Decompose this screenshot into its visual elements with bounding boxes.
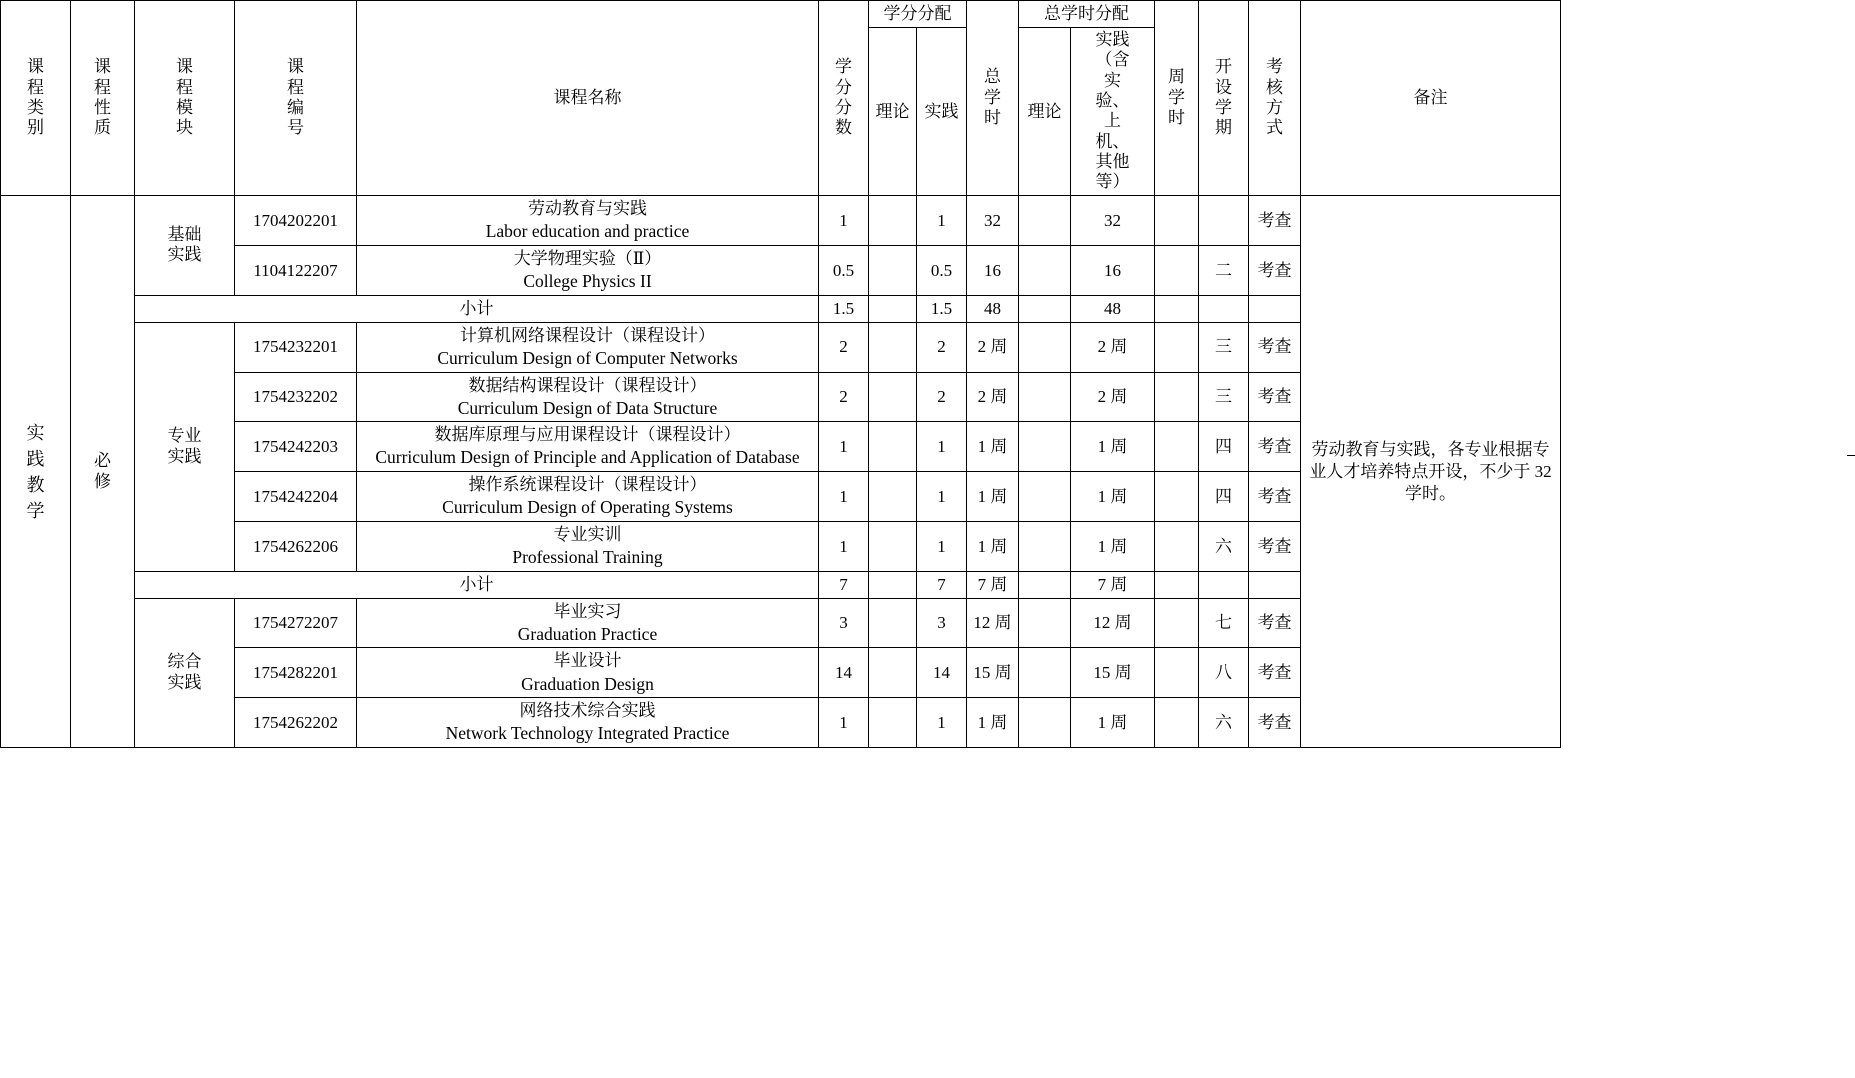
cell-subtotal-label: 小计 — [135, 571, 819, 598]
cell-assessment: 考查 — [1249, 698, 1301, 748]
cell-credit-practice: 1 — [917, 196, 967, 246]
cell-weekly-hours — [1155, 372, 1199, 422]
cell-assessment — [1249, 295, 1301, 322]
cell-course-name: 网络技术综合实践 Network Technology Integrated Practice — [357, 698, 819, 748]
cell-course-code: 1754232202 — [235, 372, 357, 422]
cell-total-hours: 1 周 — [967, 522, 1019, 572]
cell-hours-theory — [1019, 698, 1071, 748]
cell-credit-practice: 14 — [917, 648, 967, 698]
cell-hours-practice: 48 — [1071, 295, 1155, 322]
header-hours-theory: 理论 — [1019, 27, 1071, 195]
header-credits: 学分分数 — [819, 1, 869, 196]
cell-remark: 劳动教育与实践，各专业根据专业人才培养特点开设，不少于 32 学时。 — [1301, 196, 1561, 748]
cell-assessment: 考查 — [1249, 246, 1301, 296]
cell-total-hours: 1 周 — [967, 472, 1019, 522]
cell-credits: 1 — [819, 196, 869, 246]
cell-weekly-hours — [1155, 522, 1199, 572]
cell-credits: 2 — [819, 322, 869, 372]
header-credit-theory: 理论 — [869, 27, 917, 195]
cell-total-hours: 32 — [967, 196, 1019, 246]
cell-credits: 1.5 — [819, 295, 869, 322]
cell-credit-theory — [869, 472, 917, 522]
cell-weekly-hours — [1155, 472, 1199, 522]
cell-credit-theory — [869, 422, 917, 472]
cell-course-code: 1754262206 — [235, 522, 357, 572]
cell-credit-theory — [869, 571, 917, 598]
cell-credit-theory — [869, 322, 917, 372]
cell-credit-theory — [869, 522, 917, 572]
header-weekly-hours: 周学时 — [1155, 1, 1199, 196]
cell-hours-practice: 1 周 — [1071, 522, 1155, 572]
cell-nature: 必修 — [71, 196, 135, 748]
cell-assessment: 考查 — [1249, 422, 1301, 472]
cell-weekly-hours — [1155, 648, 1199, 698]
cell-weekly-hours — [1155, 196, 1199, 246]
cell-weekly-hours — [1155, 246, 1199, 296]
cell-credit-practice: 1.5 — [917, 295, 967, 322]
cell-weekly-hours — [1155, 598, 1199, 648]
cell-course-name: 计算机网络课程设计（课程设计） Curriculum Design of Computer Networks — [357, 322, 819, 372]
cell-hours-practice: 2 周 — [1071, 372, 1155, 422]
cell-credits: 0.5 — [819, 246, 869, 296]
cell-term: 四 — [1199, 472, 1249, 522]
table-body — [1, 196, 1561, 748]
header-hours-practice: 实践（含实验、上机、其他等） — [1071, 27, 1155, 195]
cell-assessment: 考查 — [1249, 196, 1301, 246]
header-credit-practice: 实践 — [917, 27, 967, 195]
cell-hours-practice: 16 — [1071, 246, 1155, 296]
cell-course-code: 1704202201 — [235, 196, 357, 246]
cell-term: 八 — [1199, 648, 1249, 698]
cell-total-hours: 12 周 — [967, 598, 1019, 648]
header-total-hours: 总学时 — [967, 1, 1019, 196]
cell-hours-practice: 15 周 — [1071, 648, 1155, 698]
cell-credit-practice: 0.5 — [917, 246, 967, 296]
cell-assessment: 考查 — [1249, 372, 1301, 422]
cell-credits: 1 — [819, 698, 869, 748]
header-nature: 课程性质 — [71, 1, 135, 196]
cell-total-hours: 16 — [967, 246, 1019, 296]
header-hours-allocation-group: 总学时分配 — [1019, 1, 1155, 28]
page-edge-mark — [1847, 455, 1855, 456]
cell-credit-practice: 7 — [917, 571, 967, 598]
cell-course-code: 1754232201 — [235, 322, 357, 372]
cell-total-hours: 2 周 — [967, 322, 1019, 372]
cell-weekly-hours — [1155, 322, 1199, 372]
header-credit-allocation-group: 学分分配 — [869, 1, 967, 28]
cell-category: 实践教学 — [1, 196, 71, 748]
cell-course-code: 1754272207 — [235, 598, 357, 648]
cell-credits: 1 — [819, 522, 869, 572]
cell-total-hours: 7 周 — [967, 571, 1019, 598]
header-remark: 备注 — [1301, 1, 1561, 196]
cell-credit-practice: 1 — [917, 422, 967, 472]
cell-credit-theory — [869, 372, 917, 422]
cell-assessment: 考查 — [1249, 522, 1301, 572]
cell-credits: 7 — [819, 571, 869, 598]
cell-course-name: 毕业设计 Graduation Design — [357, 648, 819, 698]
cell-hours-practice: 1 周 — [1071, 472, 1155, 522]
cell-hours-theory — [1019, 571, 1071, 598]
cell-course-name: 操作系统课程设计（课程设计） Curriculum Design of Operating Systems — [357, 472, 819, 522]
cell-course-name: 专业实训 Professional Training — [357, 522, 819, 572]
cell-assessment: 考查 — [1249, 322, 1301, 372]
header-module: 课程模块 — [135, 1, 235, 196]
table-row — [1, 196, 1561, 246]
cell-credits: 14 — [819, 648, 869, 698]
cell-assessment: 考查 — [1249, 648, 1301, 698]
cell-credits: 3 — [819, 598, 869, 648]
cell-hours-practice: 32 — [1071, 196, 1155, 246]
cell-total-hours: 2 周 — [967, 372, 1019, 422]
cell-course-name: 数据结构课程设计（课程设计） Curriculum Design of Data Structure — [357, 372, 819, 422]
cell-course-name: 毕业实习 Graduation Practice — [357, 598, 819, 648]
cell-hours-theory — [1019, 322, 1071, 372]
cell-hours-theory — [1019, 598, 1071, 648]
cell-course-code: 1104122207 — [235, 246, 357, 296]
cell-course-code: 1754242203 — [235, 422, 357, 472]
cell-term: 三 — [1199, 372, 1249, 422]
cell-credit-practice: 1 — [917, 522, 967, 572]
cell-module-professional: 专业实践 — [135, 322, 235, 571]
cell-weekly-hours — [1155, 422, 1199, 472]
cell-assessment: 考查 — [1249, 472, 1301, 522]
cell-credit-theory — [869, 246, 917, 296]
cell-course-code: 1754242204 — [235, 472, 357, 522]
cell-credit-theory — [869, 598, 917, 648]
cell-total-hours: 15 周 — [967, 648, 1019, 698]
cell-course-name: 劳动教育与实践 Labor education and practice — [357, 196, 819, 246]
cell-hours-practice: 7 周 — [1071, 571, 1155, 598]
cell-term: 三 — [1199, 322, 1249, 372]
cell-credit-theory — [869, 648, 917, 698]
header-assessment: 考核方式 — [1249, 1, 1301, 196]
cell-term: 四 — [1199, 422, 1249, 472]
cell-hours-practice: 12 周 — [1071, 598, 1155, 648]
cell-hours-theory — [1019, 648, 1071, 698]
cell-course-code: 1754282201 — [235, 648, 357, 698]
cell-term: 二 — [1199, 246, 1249, 296]
cell-term — [1199, 196, 1249, 246]
cell-credit-practice: 1 — [917, 472, 967, 522]
header-course-name: 课程名称 — [357, 1, 819, 196]
cell-hours-theory — [1019, 196, 1071, 246]
cell-term — [1199, 571, 1249, 598]
cell-total-hours: 48 — [967, 295, 1019, 322]
cell-assessment — [1249, 571, 1301, 598]
cell-course-name: 大学物理实验（Ⅱ） College Physics II — [357, 246, 819, 296]
cell-hours-theory — [1019, 372, 1071, 422]
cell-term: 七 — [1199, 598, 1249, 648]
cell-module-comprehensive: 综合实践 — [135, 598, 235, 748]
header-code: 课程编号 — [235, 1, 357, 196]
cell-credits: 1 — [819, 472, 869, 522]
cell-credit-practice: 3 — [917, 598, 967, 648]
cell-course-code: 1754262202 — [235, 698, 357, 748]
cell-term: 六 — [1199, 698, 1249, 748]
cell-hours-theory — [1019, 472, 1071, 522]
cell-hours-practice: 1 周 — [1071, 422, 1155, 472]
cell-credit-theory — [869, 295, 917, 322]
cell-hours-practice: 1 周 — [1071, 698, 1155, 748]
cell-weekly-hours — [1155, 698, 1199, 748]
cell-subtotal-label: 小计 — [135, 295, 819, 322]
cell-credit-practice: 2 — [917, 322, 967, 372]
cell-credit-practice: 2 — [917, 372, 967, 422]
cell-module-basic: 基础实践 — [135, 196, 235, 296]
cell-credit-theory — [869, 196, 917, 246]
header-category: 课程类别 — [1, 1, 71, 196]
cell-hours-theory — [1019, 246, 1071, 296]
cell-hours-practice: 2 周 — [1071, 322, 1155, 372]
cell-hours-theory — [1019, 522, 1071, 572]
cell-credits: 2 — [819, 372, 869, 422]
cell-credit-theory — [869, 698, 917, 748]
cell-weekly-hours — [1155, 295, 1199, 322]
cell-weekly-hours — [1155, 571, 1199, 598]
cell-hours-theory — [1019, 295, 1071, 322]
cell-course-name: 数据库原理与应用课程设计（课程设计） Curriculum Design of Principle and Application of Database — [357, 422, 819, 472]
cell-term — [1199, 295, 1249, 322]
cell-term: 六 — [1199, 522, 1249, 572]
cell-total-hours: 1 周 — [967, 698, 1019, 748]
header-row-1 — [1, 1, 1561, 28]
cell-credits: 1 — [819, 422, 869, 472]
table-header — [1, 1, 1561, 196]
cell-total-hours: 1 周 — [967, 422, 1019, 472]
cell-credit-practice: 1 — [917, 698, 967, 748]
cell-hours-theory — [1019, 422, 1071, 472]
cell-assessment: 考查 — [1249, 598, 1301, 648]
header-term: 开设学期 — [1199, 1, 1249, 196]
